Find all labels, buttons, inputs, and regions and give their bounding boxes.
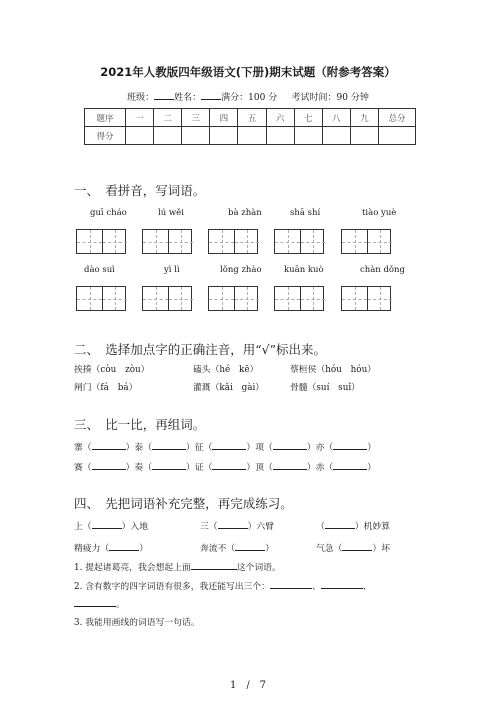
section-heading-3: 三、 比一比，再组词。: [74, 417, 206, 432]
char-label: ）泰（: [125, 443, 153, 453]
class-label: 班级：: [127, 93, 155, 103]
table-cell: 八: [322, 109, 350, 127]
idiom-text: 精疲力（: [74, 544, 110, 554]
idiom-text: 上（: [74, 522, 92, 532]
answer-blank[interactable]: [342, 541, 372, 551]
question-2: [74, 579, 372, 592]
answer-blank[interactable]: [152, 440, 186, 450]
answer-blank[interactable]: [212, 440, 246, 450]
score-cell[interactable]: [126, 127, 154, 145]
question-3: 3. 我能用画线的词语写一句话。: [74, 618, 200, 628]
page-number: 1 / 7: [229, 680, 267, 691]
pinyin: yì lì: [164, 265, 180, 275]
table-cell: 一: [126, 109, 154, 127]
score-table: [84, 108, 416, 145]
question-2-continued: [74, 597, 125, 610]
question-text: 、: [362, 582, 372, 592]
idiom-item: [74, 519, 148, 532]
question-text: 1. 提起诸葛亮，我会想起上面: [74, 563, 191, 573]
time-label: 考试时间：90 分钟: [291, 93, 369, 103]
idiom-text: （: [316, 522, 325, 532]
writing-grid[interactable]: [274, 286, 324, 311]
exam-meta: [0, 89, 496, 103]
pronunciation-choice[interactable]: 灌溉（kǎi gài）: [193, 383, 265, 393]
answer-blank[interactable]: [273, 460, 307, 470]
document-title: 2021年人教版四年级语文(下册)期末试题（附参考答案）: [100, 65, 396, 79]
idiom-text: ）: [265, 544, 275, 554]
score-header-row: [85, 109, 416, 127]
idiom-text: ）坏: [372, 544, 391, 554]
pinyin: tiào yuè: [362, 208, 397, 218]
score-value-row: [85, 127, 416, 145]
writing-grid[interactable]: [142, 286, 192, 311]
answer-blank[interactable]: [152, 460, 186, 470]
pronunciation-choice[interactable]: 磕头（hé kē）: [193, 365, 259, 375]
pinyin: lú wěi: [158, 208, 184, 218]
char-label: ）证（: [186, 463, 213, 473]
score-cell[interactable]: [210, 127, 238, 145]
idiom-item: [200, 541, 274, 554]
table-cell: 三: [182, 109, 210, 127]
answer-blank[interactable]: [325, 519, 355, 529]
score-label: 满分：100 分: [221, 93, 278, 103]
idiom-text: ）机妙算: [354, 522, 391, 532]
question-text: 。: [116, 600, 125, 610]
answer-blank[interactable]: [273, 440, 307, 450]
writing-grid[interactable]: [274, 229, 324, 254]
idiom-item: [74, 541, 148, 554]
writing-grid[interactable]: [208, 229, 258, 254]
char-label: ）亦（: [306, 443, 334, 453]
score-cell[interactable]: [294, 127, 322, 145]
idiom-item: [316, 519, 390, 532]
compare-row-2: [74, 460, 376, 473]
answer-blank[interactable]: [109, 541, 139, 551]
score-cell[interactable]: [154, 127, 182, 145]
pronunciation-choice[interactable]: 蔡桓侯（hóu hóu）: [290, 365, 377, 375]
pronunciation-choice[interactable]: 骨髓（suí suǐ）: [290, 383, 360, 393]
score-cell[interactable]: [238, 127, 266, 145]
compare-row-1: [74, 440, 376, 453]
writing-grid[interactable]: [76, 286, 126, 311]
idiom-text: 气急（: [316, 544, 343, 554]
score-cell[interactable]: [322, 127, 350, 145]
question-text: 、: [311, 582, 321, 592]
char-label: ）: [367, 463, 377, 473]
pinyin: shā shí: [290, 208, 321, 218]
name-blank[interactable]: [201, 89, 221, 100]
answer-blank[interactable]: [191, 560, 237, 570]
writing-grid[interactable]: [341, 229, 391, 254]
pinyin: guī cháo: [90, 208, 127, 218]
idiom-item: [200, 519, 274, 532]
writing-grid[interactable]: [208, 286, 258, 311]
answer-blank[interactable]: [212, 460, 246, 470]
table-cell: 题序: [85, 109, 126, 127]
score-cell[interactable]: [266, 127, 294, 145]
answer-blank[interactable]: [92, 440, 126, 450]
pinyin: kuān kuò: [284, 265, 324, 275]
section-heading-1: 一、 看拼音，写词语。: [74, 183, 206, 198]
char-label: ）征（: [186, 443, 213, 453]
writing-grid[interactable]: [341, 286, 391, 311]
pronunciation-choice[interactable]: 挨揍（còu zòu）: [74, 365, 150, 375]
question-text: 2. 含有数字的四字词语有很多，我还能写出三个：: [74, 582, 270, 592]
answer-blank[interactable]: [270, 579, 312, 589]
answer-blank[interactable]: [333, 440, 367, 450]
char-label: ）奏（: [125, 463, 153, 473]
writing-grid[interactable]: [142, 229, 192, 254]
idiom-text: 奔流不（: [200, 544, 236, 554]
char-label: ）项（: [246, 443, 273, 453]
answer-blank[interactable]: [333, 460, 367, 470]
table-cell: 七: [294, 109, 322, 127]
table-cell: 九: [350, 109, 378, 127]
question-1: [74, 560, 281, 573]
answer-blank[interactable]: [92, 519, 122, 529]
pinyin: chàn dǒng: [360, 265, 405, 275]
section-heading-2: 二、 选择加点字的正确注音，用“√”标出来。: [74, 342, 326, 357]
answer-blank[interactable]: [321, 579, 363, 589]
score-cell[interactable]: [182, 127, 210, 145]
table-cell: 五: [238, 109, 266, 127]
pinyin: dào suì: [84, 265, 115, 275]
char-label: 寨（: [74, 443, 92, 453]
answer-blank[interactable]: [74, 597, 116, 607]
writing-grid[interactable]: [76, 229, 126, 254]
table-cell: 四: [210, 109, 238, 127]
score-cell[interactable]: [350, 127, 378, 145]
answer-blank[interactable]: [218, 519, 248, 529]
idiom-item: [316, 541, 390, 554]
idiom-text: ）入地: [121, 522, 149, 532]
section-heading-4: 四、 先把词语补充完整，再完成练习。: [74, 496, 293, 511]
table-cell: 总分: [379, 109, 416, 127]
answer-blank[interactable]: [235, 541, 265, 551]
pronunciation-choice[interactable]: 闸门（fá bá）: [74, 383, 138, 393]
table-cell: 得分: [85, 127, 126, 145]
class-blank[interactable]: [154, 89, 174, 100]
pinyin: bà zhàn: [228, 208, 262, 218]
name-label: 姓名：: [174, 93, 202, 103]
idiom-text: ）六臂: [247, 522, 275, 532]
pinyin: lǒng zhào: [220, 265, 262, 275]
answer-blank[interactable]: [92, 460, 126, 470]
char-label: ）: [367, 443, 377, 453]
question-text: 这个词语。: [236, 563, 281, 573]
idiom-text: 三（: [200, 522, 218, 532]
idiom-text: ）: [139, 544, 149, 554]
table-cell: 六: [266, 109, 294, 127]
score-cell[interactable]: [379, 127, 416, 145]
char-label: ）赤（: [306, 463, 334, 473]
table-cell: 二: [154, 109, 182, 127]
char-label: ）顶（: [246, 463, 273, 473]
char-label: 赛（: [74, 463, 92, 473]
